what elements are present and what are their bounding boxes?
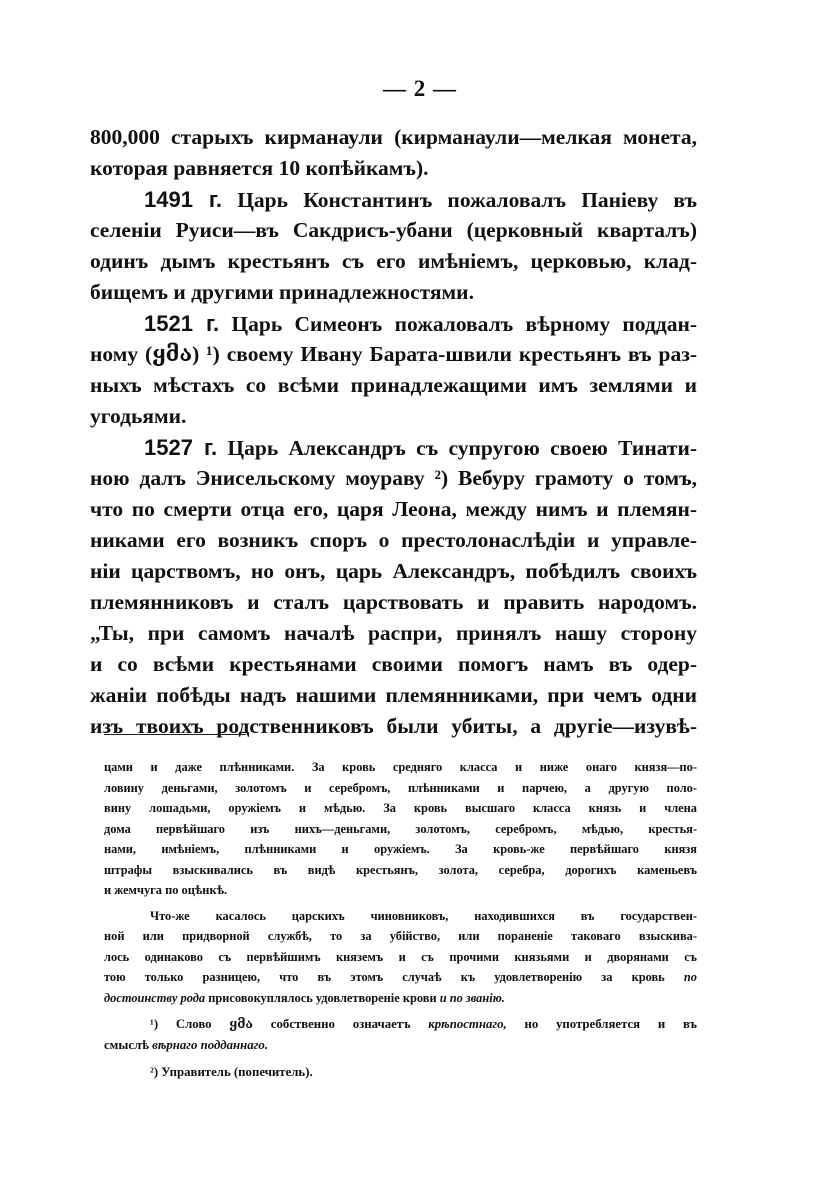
note-line: цами и даже плѣнниками. За кровь средняго класса и ниже онаго князя—по- <box>104 760 697 774</box>
text-segment: Царь Симеонъ пожаловалъ вѣрному поддан- <box>231 312 697 336</box>
text-line: которая равняется 10 копѣйкамъ). <box>90 156 429 180</box>
page-number: — 2 — <box>383 76 457 101</box>
italic-segment: по <box>683 970 697 984</box>
paragraph-1491 <box>90 184 697 215</box>
text-line: племянниковъ и сталъ царствовать и править народомъ. <box>90 590 697 614</box>
text-line: ною далъ Энисельскому моураву ²) Вебуру грамоту о томъ, <box>90 466 697 490</box>
text-line: ныхъ мѣстахъ со всѣми принадлежащими имъ землями и <box>90 373 697 397</box>
note-line: Что-же касалось царскихъ чиновниковъ, находившихся въ государствен- <box>150 908 697 923</box>
footnote-1-continuation <box>104 1035 697 1056</box>
italic-segment: вѣрнаго подданнаго. <box>152 1038 268 1052</box>
text-line: ніи царствомъ, но онъ, царь Александръ, побѣдилъ своихъ <box>90 559 697 583</box>
text-segment: ¹) Слово ყმა собственно означаетъ <box>150 1017 411 1031</box>
text-line: жаніи побѣды надъ нашими племянниками, при чемъ одни <box>90 683 697 707</box>
text-line: одинъ дымъ крестьянъ съ его имѣніемъ, церковью, клад- <box>90 249 697 273</box>
note-line: лось одинаково съ первѣйшимъ княземъ и съ прочими князьями и дворянами съ <box>104 949 697 964</box>
text-line: селеніи Руиси—въ Сакдрисъ-убани (церковный кварталъ) <box>90 218 697 242</box>
note-line: нами, имѣніемъ, плѣнниками и оружіемъ. За кровь-же первѣйшаго князя <box>104 842 697 856</box>
text-line: бищемъ и другими принадлежностями. <box>90 280 474 304</box>
year-1527: 1527 г. <box>144 435 218 460</box>
italic-segment: крѣпостнаго, <box>428 1017 507 1031</box>
footnote-divider <box>104 734 246 735</box>
footnote-1 <box>104 1014 697 1035</box>
note-line <box>104 967 697 988</box>
text-segment: но употребляется и въ <box>524 1017 697 1031</box>
text-line: ному (ყმა) ¹) своему Ивану Барата-швили крестьянъ въ раз- <box>90 342 697 366</box>
text-line: никами его возникъ споръ о престолонаслѣдіи и управле- <box>90 528 697 552</box>
note-line: и жемчуга по оцѣнкѣ. <box>104 883 228 897</box>
text-segment: смыслѣ <box>104 1038 149 1052</box>
footnotes <box>104 757 697 1083</box>
note-line: ной или придворной службѣ, то за убійство, или пораненіе таковаго взыскива- <box>104 929 697 943</box>
text-line: угодьями. <box>90 404 187 428</box>
main-text <box>90 122 697 742</box>
paragraph-1527 <box>90 432 697 463</box>
note-line: дома первѣйшаго изъ нихъ—деньгами, золотомъ, серебромъ, мѣдью, крестья- <box>104 821 697 836</box>
text-line: 800,000 старыхъ кирманаули (кирманаули—мелкая монета, <box>90 125 697 149</box>
text-line: изъ твоихъ родственниковъ были убиты, а другіе—изувѣ- <box>90 714 697 738</box>
text-line: и со всѣми крестьянами своими помогъ намъ въ одер- <box>90 652 697 676</box>
text-line: что по смерти отца его, царя Леона, между нимъ и племян- <box>90 497 697 521</box>
note-line: штрафы взыскивались въ видѣ крестьянъ, золота, серебра, дорогихъ каменьевъ <box>104 862 697 877</box>
text-segment: Царь Александръ съ супругою своею Тинати- <box>227 436 697 460</box>
text-segment: тою только разницею, что въ этомъ случаѣ къ удовлетворенію за кровь <box>104 970 665 984</box>
italic-segment: и по званію. <box>439 990 505 1005</box>
note-line <box>104 988 697 1009</box>
note-line: ловину деньгами, золотомъ и серебромъ, плѣнниками и парчею, а другую поло- <box>104 780 697 795</box>
italic-segment: достоинству рода <box>104 990 206 1005</box>
text-segment: присовокуплялось удовлетвореніе крови <box>208 990 437 1005</box>
paragraph-1521 <box>90 308 697 339</box>
footnote-2: ²) Управитель (попечитель). <box>150 1065 313 1079</box>
text-line: „Ты, при самомъ началѣ распри, принялъ нашу сторону <box>90 621 697 645</box>
note-line: вину лошадьми, оружіемъ и мѣдью. За кровь высшаго класса князь и члена <box>104 801 697 815</box>
year-1521: 1521 г. <box>144 311 220 336</box>
text-segment: Царь Константинъ пожаловалъ Паніеву въ <box>237 188 697 212</box>
year-1491: 1491 г. <box>144 187 222 212</box>
